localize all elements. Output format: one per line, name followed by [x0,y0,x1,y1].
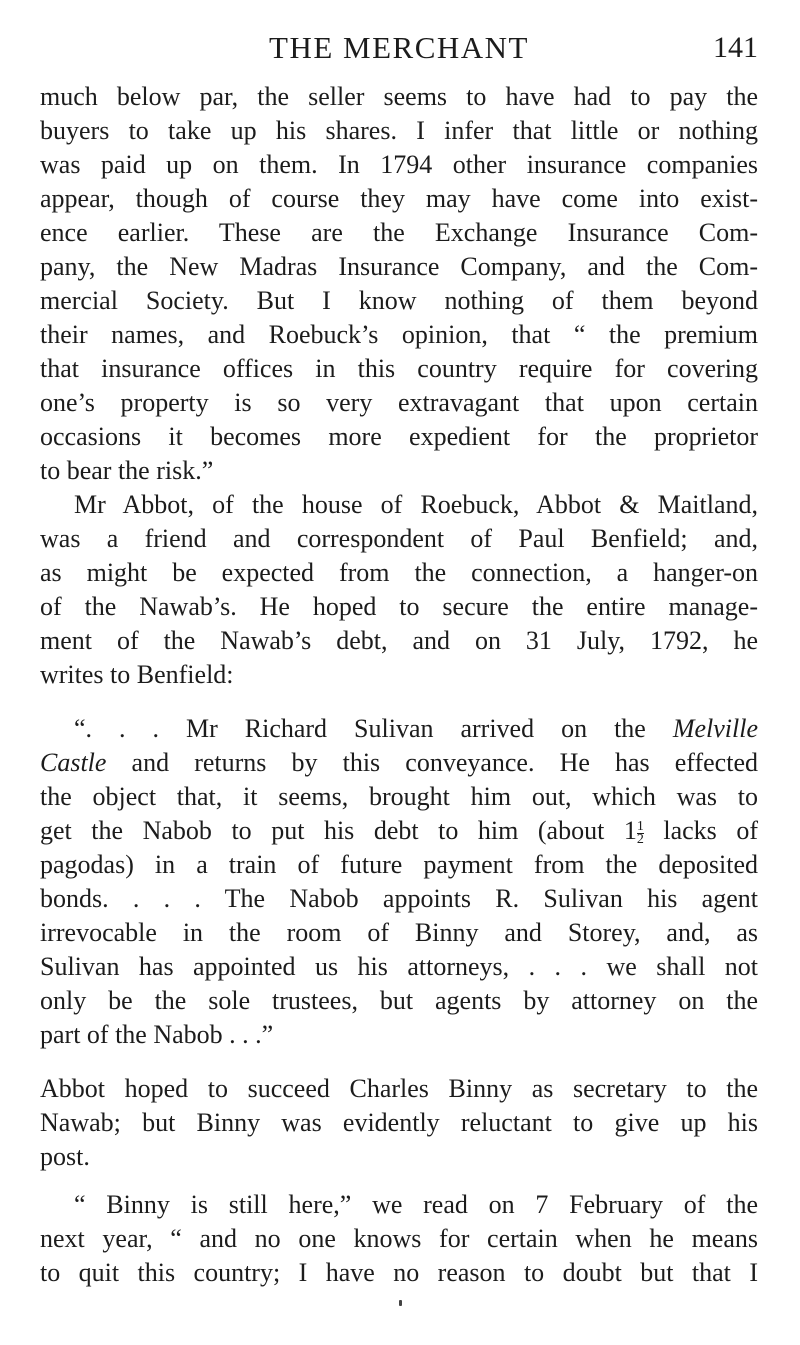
spacer [40,1052,758,1072]
text-line: pany, the New Madras Insurance Company, and the Com- [40,252,758,281]
text-line: was paid up on them. In 1794 other insurance companies [40,150,758,179]
quote-text: and returns by this conveyance. He has effected [106,748,758,777]
text-line: as might be expected from the connection, a hanger-on [40,558,758,587]
quote-text: get the Nabob to put his debt to him (about 1 [40,816,637,845]
text-line [40,712,758,746]
text-line: “ Binny is still here,” we read on 7 February of the [74,1190,758,1219]
text-line: pagodas) in a train of future payment from the deposited [40,850,758,879]
spacer [40,692,758,712]
text-line: of the Nawab’s. He hoped to secure the entire manage- [40,592,758,621]
fraction [636,818,644,847]
text-line [40,814,758,848]
text-line: to quit this country; I have no reason to doubt but that I [40,1258,758,1287]
text-line: was a friend and correspondent of Paul Benfield; and, [40,524,758,553]
paragraph-4 [40,1188,758,1290]
paragraph-1 [40,80,758,488]
text-line: Abbot hoped to succeed Charles Binny as secretary to the [40,1074,758,1103]
body-text [40,80,758,1290]
print-speck [399,1300,402,1306]
text-line: to bear the risk.” [40,456,214,485]
quote-text: lacks of [643,816,758,845]
spacer [40,1174,758,1188]
text-line: Nawab; but Binny was evidently reluctant to give up his [40,1108,758,1137]
paragraph-3 [40,1072,758,1174]
text-line: next year, “ and no one knows for certain when he means [40,1224,758,1253]
text-line: buyers to take up his shares. I infer that little or nothing [40,116,758,145]
text-line: one’s property is so very extravagant that upon certain [40,388,758,417]
text-line: Mr Abbot, of the house of Roebuck, Abbot & Maitland, [74,490,758,519]
text-line: bonds. . . . The Nabob appoints R. Sulivan his agent [40,884,758,913]
running-head [40,28,758,68]
text-line: ence earlier. These are the Exchange Insurance Com- [40,218,758,247]
fraction-denominator: 2 [636,831,644,847]
text-line: irrevocable in the room of Binny and Storey, and, as [40,918,758,947]
ship-name: Melville [672,714,758,743]
text-line: ment of the Nawab’s debt, and on 31 July, 1792, he [40,626,758,655]
running-title: THE MERCHANT [269,30,529,65]
quote-text: “. . . Mr Richard Sulivan arrived on the [74,714,673,743]
paragraph-2 [40,488,758,692]
block-quote [40,712,758,1052]
text-line: appear, though of course they may have come into exist- [40,184,758,213]
fraction-numerator: 1 [636,818,644,834]
text-line [40,746,758,780]
text-line: much below par, the seller seems to have had to pay the [40,82,758,111]
text-line: occasions it becomes more expedient for the proprietor [40,422,758,451]
text-line: post. [40,1142,90,1171]
text-line: part of the Nabob . . .” [40,1020,274,1049]
page-number: 141 [713,31,758,64]
text-line: their names, and Roebuck’s opinion, that “ the premium [40,320,758,349]
text-line: writes to Benfield: [40,660,234,689]
text-line: Sulivan has appointed us his attorneys, . . . we shall not [40,952,758,981]
text-line: the object that, it seems, brought him out, which was to [40,782,758,811]
text-line: mercial Society. But I know nothing of them beyond [40,286,758,315]
text-line: that insurance offices in this country require for covering [40,354,758,383]
ship-name: Castle [40,748,107,777]
text-line: only be the sole trustees, but agents by attorney on the [40,986,758,1015]
